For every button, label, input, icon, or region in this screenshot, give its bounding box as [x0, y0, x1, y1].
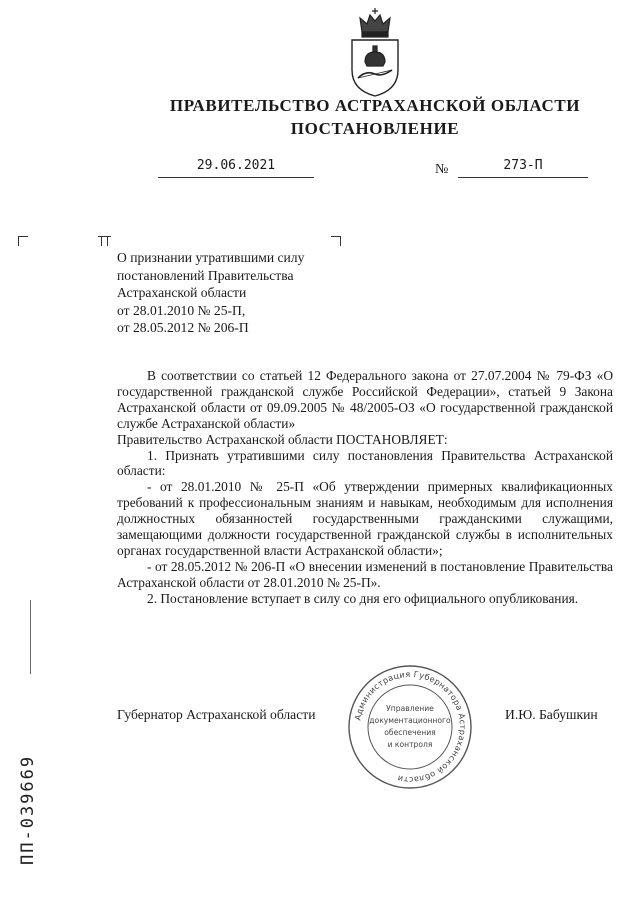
government-title: ПРАВИТЕЛЬСТВО АСТРАХАНСКОЙ ОБЛАСТИ: [169, 96, 581, 115]
serial-number: ПП-039669: [18, 754, 38, 865]
number-sign: №: [435, 162, 449, 177]
stamp-center-line: обеспечения: [384, 728, 436, 737]
document-date: 29.06.2021: [196, 158, 276, 173]
stamp-center-line: документационного: [369, 716, 451, 725]
subject-line: от 28.05.2012 № 206-П: [117, 320, 249, 335]
item-1a-paragraph: - от 28.01.2010 № 25-П «Об утверждении примерных квалификационных требований к профессиональным знаниям и навыкам, необходимым для исполнения должностных обязанностей государственными гражданскими служащими, замещающими должности государственной гражданской службы в исполнительных органах государственной власти Астраханской области»;: [117, 479, 613, 558]
corner-mark: [18, 236, 28, 246]
margin-line: [30, 600, 31, 674]
document-type: ПОСТАНОВЛЕНИЕ: [290, 119, 460, 138]
stamp-center-line: Управление: [386, 704, 434, 713]
preamble-paragraph: В соответствии со статьей 12 Федерального закона от 27.07.2004 № 79-ФЗ «О государственной гражданской службе Российской Федерации», статьей 9 Закона Астраханской области от 09.09.2005 № 48/2005-ОЗ «О государственной гражданской службе Астраханской области»: [117, 368, 613, 431]
subject-line: постановлений Правительства: [117, 267, 294, 283]
svg-text:Администрация Губернатора Астр: [352, 669, 468, 785]
date-underline: [158, 177, 314, 178]
corner-mark: [98, 236, 108, 246]
subject-line: Астраханской области: [117, 285, 247, 300]
coat-of-arms-emblem: [348, 6, 402, 98]
document-number: 273-П: [503, 158, 543, 173]
resolves-paragraph: Правительство Астраханской области ПОСТАНОВЛЯЕТ:: [117, 431, 448, 447]
item-1b-paragraph: - от 28.05.2012 № 206-П «О внесении изменений в постановление Правительства Астраханской области от 28.01.2010 № 25-П».: [117, 558, 613, 590]
item-1-paragraph: 1. Признать утратившими силу постановления Правительства Астраханской области:: [117, 447, 613, 479]
stamp-center-line: и контроля: [387, 740, 433, 749]
signatory-name: И.Ю. Бабушкин: [505, 707, 598, 722]
subject-line: О признании утратившими силу: [117, 250, 305, 265]
document-body: [117, 368, 613, 607]
item-2-paragraph: 2. Постановление вступает в силу со дня его официального опубликования.: [147, 590, 579, 606]
number-underline: [458, 177, 588, 178]
subject-line: от 28.01.2010 № 25-П,: [117, 302, 246, 318]
stamp-ring-text: Администрация Губернатора Астраханской области: [352, 668, 469, 786]
official-stamp: [346, 663, 474, 791]
signatory-position: Губернатор Астраханской области: [117, 707, 316, 722]
document-subject: [117, 249, 357, 337]
corner-mark: [331, 236, 341, 246]
